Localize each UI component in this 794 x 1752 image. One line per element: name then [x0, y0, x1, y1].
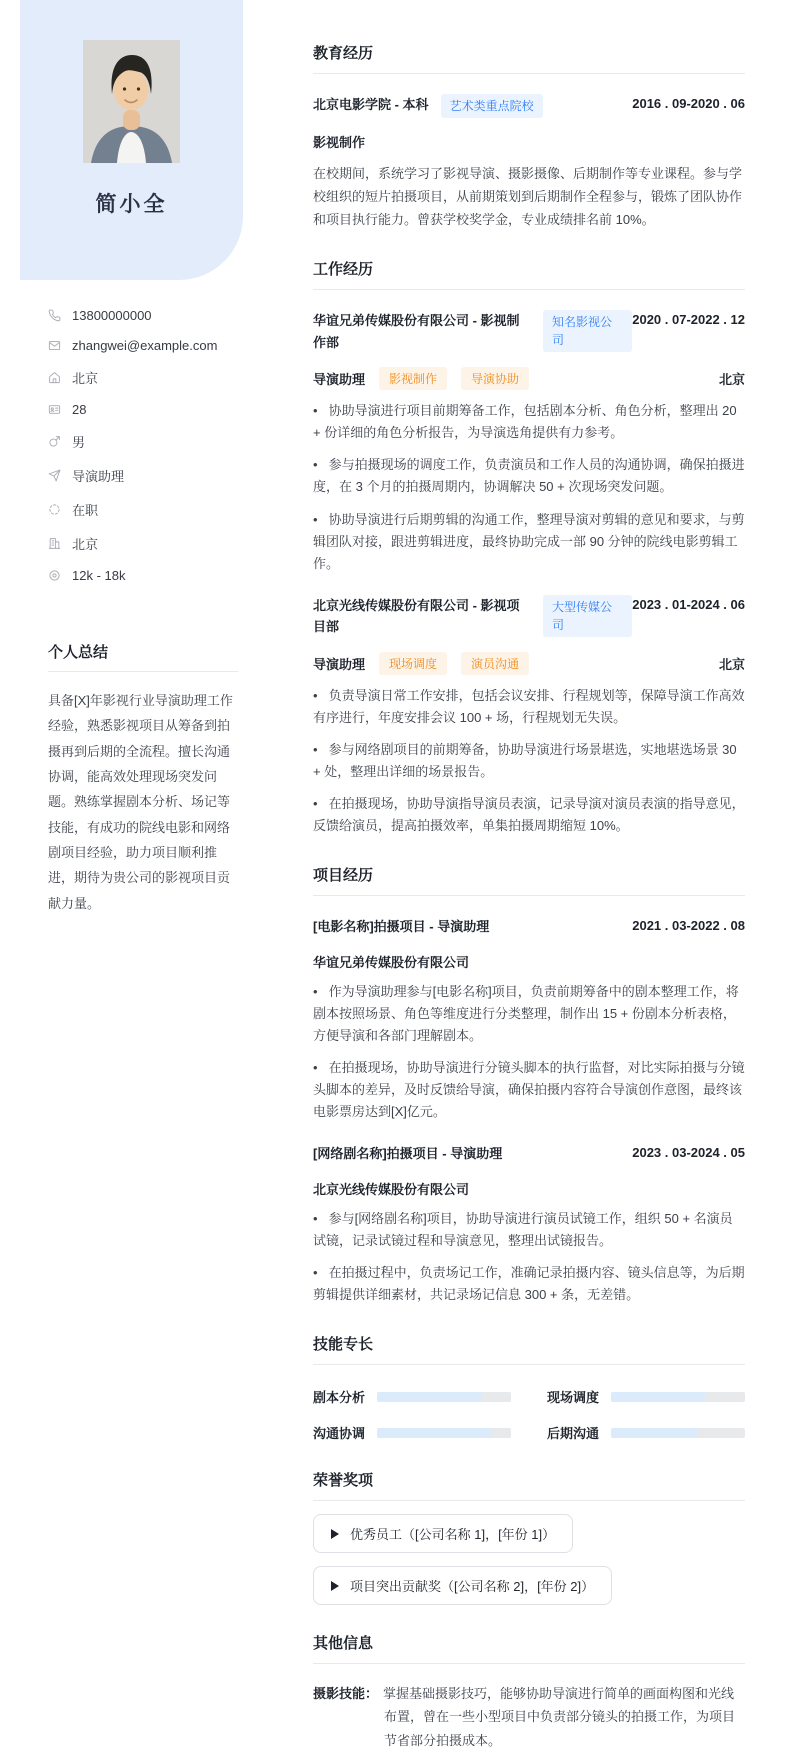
education-section-title: 教育经历	[313, 42, 745, 74]
project-bullets	[313, 981, 745, 1124]
contact-value-age: 28	[72, 402, 87, 417]
job-status-icon	[48, 503, 61, 516]
work-bullet: • 参与拍摄现场的调度工作，负责演员和工作人员的沟通协调，确保拍摄进度，在 3 个月的拍摄周期内，协调解决 50 + 次现场突发问题。	[313, 454, 745, 498]
work-entry	[313, 595, 745, 837]
skill-label: 现场调度	[547, 1390, 600, 1406]
project-name: [网络剧名称]拍摄项目 - 导演助理	[313, 1146, 503, 1162]
work-section	[313, 258, 745, 837]
project-entry	[313, 916, 745, 1123]
project-bullets	[313, 1208, 745, 1306]
work-bullet: • 协助导演进行后期剪辑的沟通工作，整理导演对剪辑的意见和要求，与剪辑团队对接，跟进剪辑进度，最终协助完成一部 90 分钟的院线电影剪辑工作。	[313, 509, 745, 575]
contact-value-home-city: 北京	[72, 371, 99, 386]
main-content	[293, 0, 794, 1748]
skill-bar	[377, 1392, 511, 1402]
school-tag: 艺术类重点院校	[441, 94, 543, 118]
contact-item-home-city	[48, 368, 293, 387]
other-info-text: 掌握基础摄影技巧，能够协助导演进行简单的画面构图和光线布置，曾在一些小型项目中负责部分镜头的拍摄工作，为项目节省部分拍摄成本。	[383, 1686, 736, 1748]
awards-section-title: 荣誉奖项	[313, 1469, 745, 1501]
work-period: 2023 . 01-2024 . 06	[632, 596, 745, 612]
skill-bar	[377, 1428, 511, 1438]
sidebar	[0, 0, 293, 1424]
skills-section	[313, 1333, 745, 1442]
education-major: 影视制作	[313, 135, 366, 150]
education-entry	[313, 94, 745, 231]
education-description: 在校期间，系统学习了影视导演、摄影摄像、后期制作等专业课程。参与学校组织的短片拍摄项目，从前期策划到后期制作全程参与，锻炼了团队协作和项目执行能力。曾获学校奖学金，专业成绩排名前 10%。	[313, 166, 743, 227]
award-label: 优秀员工（[公司名称 1]，[年份 1]）	[350, 1527, 556, 1543]
work-bullet: • 协助导演进行项目前期筹备工作，包括剧本分析、角色分析，整理出 20 + 份详细的角色分析报告，为导演选角提供有力参考。	[313, 400, 745, 444]
project-bullet: • 在拍摄过程中，负责场记工作，准确记录拍摄内容、镜头信息等，为后期剪辑提供详细素材，共记录场记信息 300 + 条，无差错。	[313, 1262, 745, 1306]
skill-bar-fill	[377, 1392, 482, 1402]
role-tag: 影视制作	[379, 367, 447, 390]
skill-item	[547, 1387, 745, 1406]
awards-section	[313, 1469, 745, 1605]
skills-grid	[313, 1387, 745, 1442]
role-title: 导演助理	[313, 372, 366, 388]
work-bullet: • 参与网络剧项目的前期筹备，协助导演进行场景堪选，实地堪选场景 30 + 处，整理出详细的场景报告。	[313, 739, 745, 783]
contact-item-gender	[48, 432, 293, 451]
skill-label: 沟通协调	[313, 1426, 366, 1442]
portrait-illustration	[83, 40, 180, 163]
role-tag: 演员沟通	[461, 652, 529, 675]
skill-label: 剧本分析	[313, 1390, 366, 1406]
education-section	[313, 42, 745, 231]
personal-summary-title: 个人总结	[48, 641, 238, 672]
skill-bar-fill	[377, 1428, 491, 1438]
contact-item-salary	[48, 568, 293, 583]
project-bullet: • 参与[网络剧名称]项目，协助导演进行演员试镜工作，组织 50 + 名演员试镜，记录试镜过程和导演意见，整理出试镜报告。	[313, 1208, 745, 1252]
work-bullet: • 在拍摄现场，协助导演指导演员表演，记录导演对演员表演的指导意见，反馈给演员，提高拍摄效率，单集拍摄周期缩短 10%。	[313, 793, 745, 837]
contact-value-email: zhangwei@example.com	[72, 338, 218, 353]
company-name: 北京光线传媒股份有限公司 - 影视项目部	[313, 597, 520, 635]
award-label: 项目突出贡献奖（[公司名称 2]，[年份 2]）	[350, 1579, 595, 1595]
contact-item-age	[48, 402, 293, 417]
work-entry-head	[313, 595, 745, 638]
company-name: 华谊兄弟传媒股份有限公司 - 影视制作部	[313, 313, 520, 350]
work-section-title: 工作经历	[313, 258, 745, 290]
contact-value-job-status: 在职	[72, 503, 99, 518]
personal-summary-text: 具备[X]年影视行业导演助理工作经验，熟悉影视项目从筹备到拍摄再到后期的全流程。擅长沟通协调，能高效处理现场突发问题。熟练掌握剧本分析、场记等技能，有成功的院线电影和网络剧项目经验，助力项目顺利推进，期待为贵公司的影视项目贡献力量。	[48, 693, 233, 911]
role-tag: 导演协助	[461, 367, 529, 390]
project-period: 2021 . 03-2022 . 08	[632, 918, 745, 934]
school-name: 北京电影学院 - 本科	[313, 97, 429, 112]
contact-value-job-intent: 导演助理	[72, 469, 125, 484]
contact-item-job-intent	[48, 466, 293, 485]
skill-bar-fill	[611, 1428, 698, 1438]
other-info-section	[313, 1632, 745, 1752]
role-title: 导演助理	[313, 656, 366, 672]
project-entry	[313, 1143, 745, 1306]
other-info-item	[313, 1682, 745, 1752]
skill-bar-fill	[611, 1392, 705, 1402]
contact-list	[48, 308, 293, 583]
expand-arrow-icon	[331, 1529, 339, 1539]
contact-item-job-status	[48, 500, 293, 519]
profile-name: 简小全	[95, 193, 168, 216]
award-item-1[interactable]	[313, 1514, 573, 1553]
gender-icon	[48, 435, 61, 448]
profile-photo	[83, 40, 180, 163]
home-icon	[48, 371, 61, 384]
contact-value-phone: 13800000000	[72, 308, 152, 323]
project-period: 2023 . 03-2024 . 05	[632, 1145, 745, 1161]
education-period: 2016 . 09-2020 . 06	[632, 96, 745, 111]
personal-summary-section	[48, 641, 238, 916]
work-period: 2020 . 07-2022 . 12	[632, 312, 745, 328]
work-role-row	[313, 367, 745, 390]
project-name: [电影名称]拍摄项目 - 导演助理	[313, 919, 490, 935]
project-bullet: • 作为导演助理参与[电影名称]项目，负责前期筹备中的剧本整理工作，将剧本按照场景、角色等维度进行分类整理，制作出 15 + 份剧本分析表格，方便导演和各部门理解剧本。	[313, 981, 745, 1047]
project-company: 北京光线传媒股份有限公司	[313, 1181, 470, 1197]
contact-item-work-city	[48, 534, 293, 553]
other-info-label: 摄影技能：	[313, 1686, 379, 1702]
work-entry	[313, 310, 745, 575]
work-entry-head	[313, 310, 745, 353]
skill-item	[313, 1423, 511, 1442]
skill-label: 后期沟通	[547, 1426, 600, 1442]
company-tag: 知名影视公司	[543, 310, 632, 352]
email-icon	[48, 339, 61, 352]
skills-section-title: 技能专长	[313, 1333, 745, 1365]
project-bullet: • 在拍摄现场，协助导演进行分镜头脚本的执行监督，对比实际拍摄与分镜头脚本的差异，及时反馈给导演，确保拍摄内容符合导演创作意图，最终该电影票房达到[X]亿元。	[313, 1057, 745, 1123]
work-role-row	[313, 652, 745, 675]
other-info-section-title: 其他信息	[313, 1632, 745, 1664]
education-entry-head	[313, 94, 745, 118]
contact-item-phone	[48, 308, 293, 323]
work-location: 北京	[718, 656, 745, 672]
project-entry-head	[313, 1143, 745, 1164]
work-city-icon	[48, 537, 61, 550]
projects-section-title: 项目经历	[313, 864, 745, 896]
project-entry-head	[313, 916, 745, 937]
age-icon	[48, 403, 61, 416]
expand-arrow-icon	[331, 1581, 339, 1591]
work-bullets	[313, 400, 745, 575]
skill-bar	[611, 1428, 745, 1438]
contact-item-email	[48, 338, 293, 353]
work-location: 北京	[718, 372, 745, 388]
award-item-2[interactable]	[313, 1566, 612, 1605]
company-tag: 大型传媒公司	[543, 595, 632, 637]
projects-section	[313, 864, 745, 1306]
project-company: 华谊兄弟传媒股份有限公司	[313, 954, 470, 970]
salary-icon	[48, 569, 61, 582]
job-intent-icon	[48, 469, 61, 482]
work-bullets	[313, 685, 745, 838]
skill-item	[313, 1387, 511, 1406]
skill-item	[547, 1423, 745, 1442]
contact-value-salary: 12k - 18k	[72, 568, 126, 583]
contact-value-work-city: 北京	[72, 537, 99, 552]
contact-value-gender: 男	[72, 435, 86, 450]
skill-bar	[611, 1392, 745, 1402]
phone-icon	[48, 309, 61, 322]
work-bullet: • 负责导演日常工作安排，包括会议安排、行程规划等，保障导演工作高效有序进行，年度安排会议 100 + 场，行程规划无失误。	[313, 685, 745, 729]
role-tag: 现场调度	[379, 652, 447, 675]
profile-card	[20, 0, 243, 280]
